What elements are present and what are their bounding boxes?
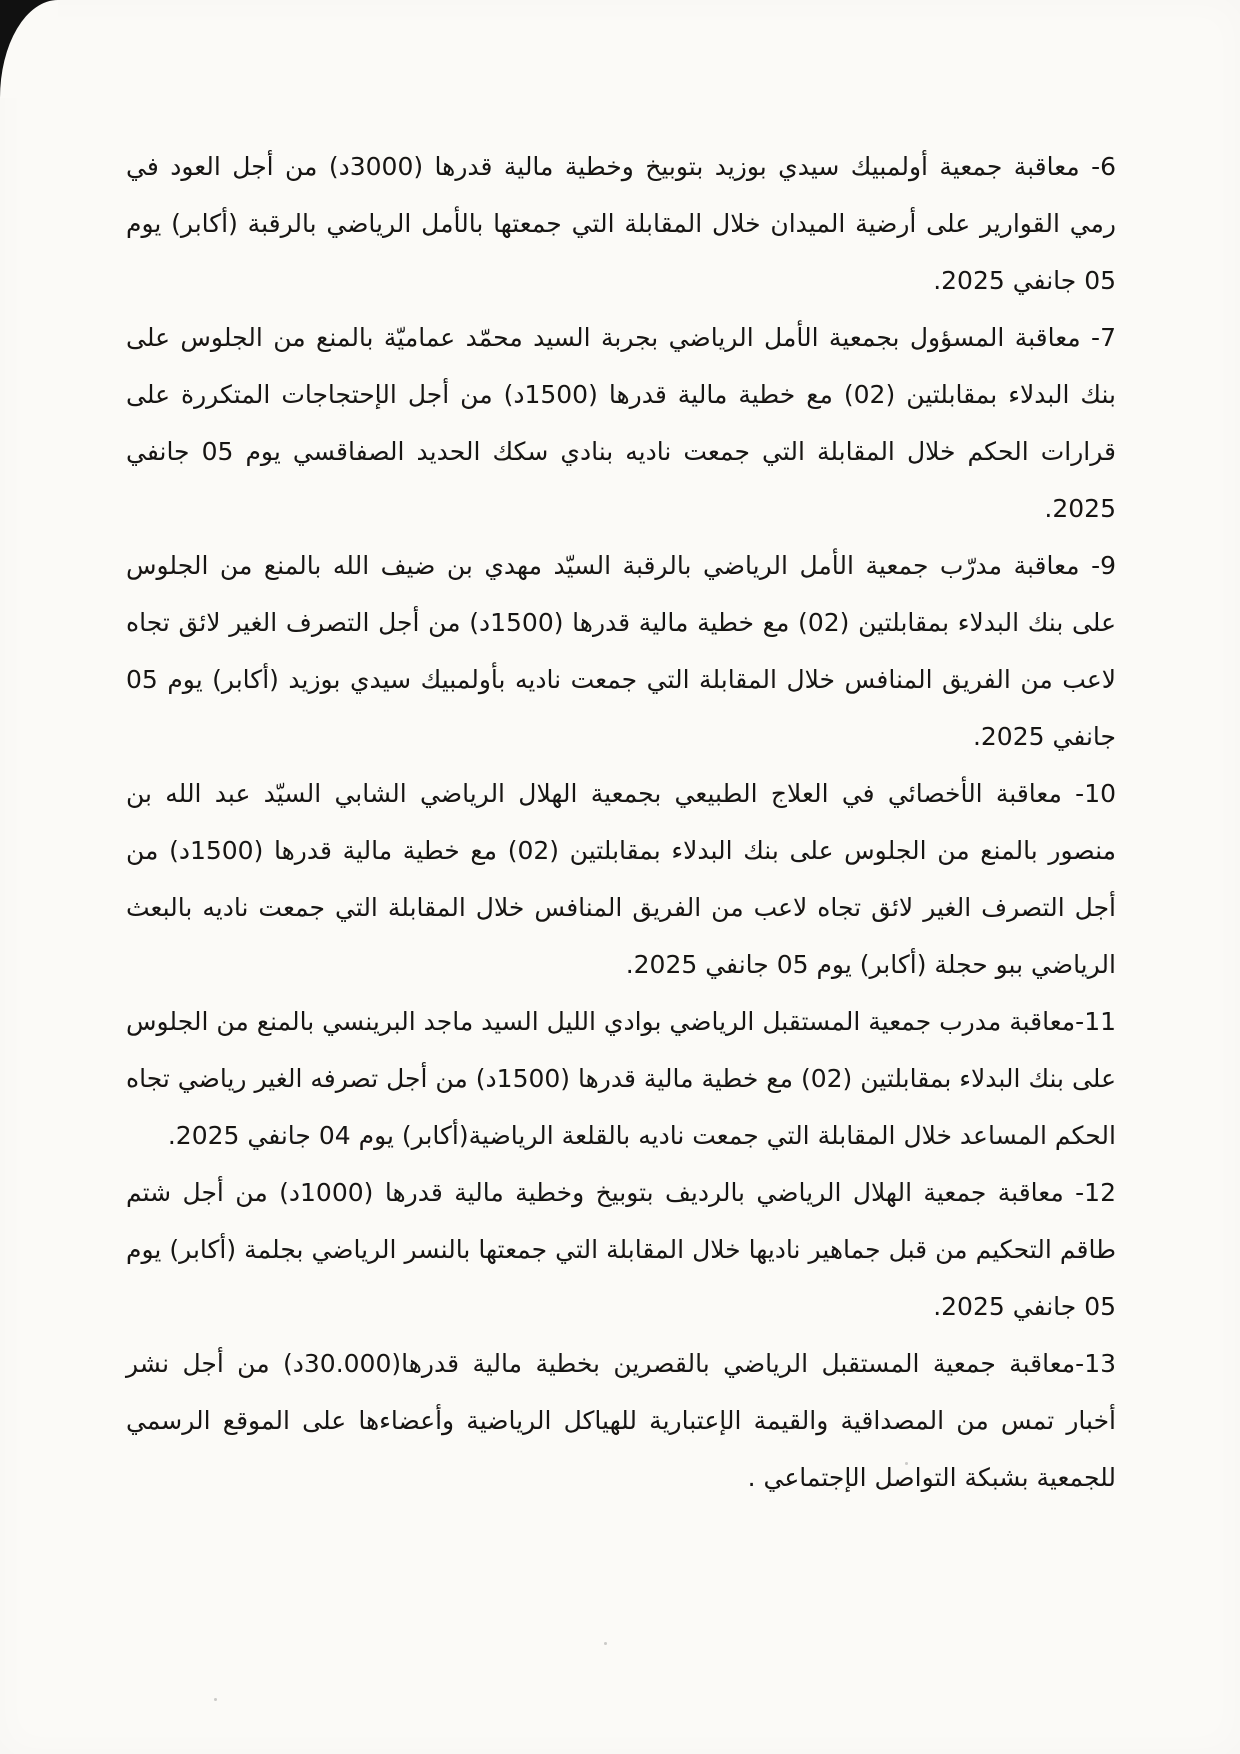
sanction-item-12: 12- معاقبة جمعية الهلال الرياضي بالرديف بتوبيخ وخطية مالية قدرها (1000د) من أجل شتم طاقم التحكيم من قبل جماهير ناديها خلال المقابلة التي جمعتها بالنسر الرياضي بجلمة (أكابر) يوم 05 جانفي 2025. — [126, 1178, 1116, 1321]
scan-speck — [214, 1698, 217, 1701]
sanction-item-9: 9- معاقبة مدرّب جمعية الأمل الرياضي بالرقبة السيّد مهدي بن ضيف الله بالمنع من الجلوس على بنك البدلاء بمقابلتين (02) مع خطية مالية قدرها (1500د) من أجل التصرف الغير لائق تجاه لاعب من الفريق المنافس خلال المقابلة التي جمعت ناديه بأولمبيك سيدي بوزيد (أكابر) يوم 05 جانفي 2025. — [126, 551, 1117, 751]
sanction-item-13: 13-معاقبة جمعية المستقبل الرياضي بالقصرين بخطية مالية قدرها(30.000د) من أجل نشر أخبار تمس من المصداقية والقيمة الإعتبارية للهياكل الرياضية وأعضاءها على الموقع الرسمي للجمعية بشبكة التواصل الإجتماعي . — [126, 1349, 1116, 1492]
sanction-item-6: 6- معاقبة جمعية أولمبيك سيدي بوزيد بتوبيخ وخطية مالية قدرها (3000د) من أجل العود في رمي القوارير على أرضية الميدان خلال المقابلة التي جمعتها بالأمل الرياضي بالرقبة (أكابر) يوم 05 جانفي 2025. — [126, 152, 1116, 295]
page-rounded-corner — [0, 0, 58, 98]
sanction-item-7: 7- معاقبة المسؤول بجمعية الأمل الرياضي بجربة السيد محمّد عماميّة بالمنع من الجلوس على بنك البدلاء بمقابلتين (02) مع خطية مالية قدرها (1500د) من أجل الإحتجاجات المتكررة على قرارات الحكم خلال المقابلة التي جمعت ناديه بنادي سكك الحديد الصفاقسي يوم 05 جانفي 2025. — [126, 323, 1116, 523]
document-body — [126, 138, 1116, 1506]
sanction-item-10: 10- معاقبة الأخصائي في العلاج الطبيعي بجمعية الهلال الرياضي الشابي السيّد عبد الله بن منصور بالمنع من الجلوس على بنك البدلاء بمقابلتين (02) مع خطية مالية قدرها (1500د) من أجل التصرف الغير لائق تجاه لاعب من الفريق المنافس خلال المقابلة التي جمعت ناديه بالبعث الرياضي ببو حجلة (أكابر) يوم 05 جانفي 2025. — [126, 779, 1116, 979]
scanner-corner-artifact — [0, 0, 58, 98]
sanction-item-11: 11-معاقبة مدرب جمعية المستقبل الرياضي بوادي الليل السيد ماجد البرينسي بالمنع من الجلوس على بنك البدلاء بمقابلتين (02) مع خطية مالية قدرها (1500د) من أجل تصرفه الغير رياضي تجاه الحكم المساعد خلال المقابلة التي جمعت ناديه بالقلعة الرياضية(أكابر) يوم 04 جانفي 2025. — [125, 1007, 1117, 1150]
scan-speck — [604, 1642, 607, 1645]
